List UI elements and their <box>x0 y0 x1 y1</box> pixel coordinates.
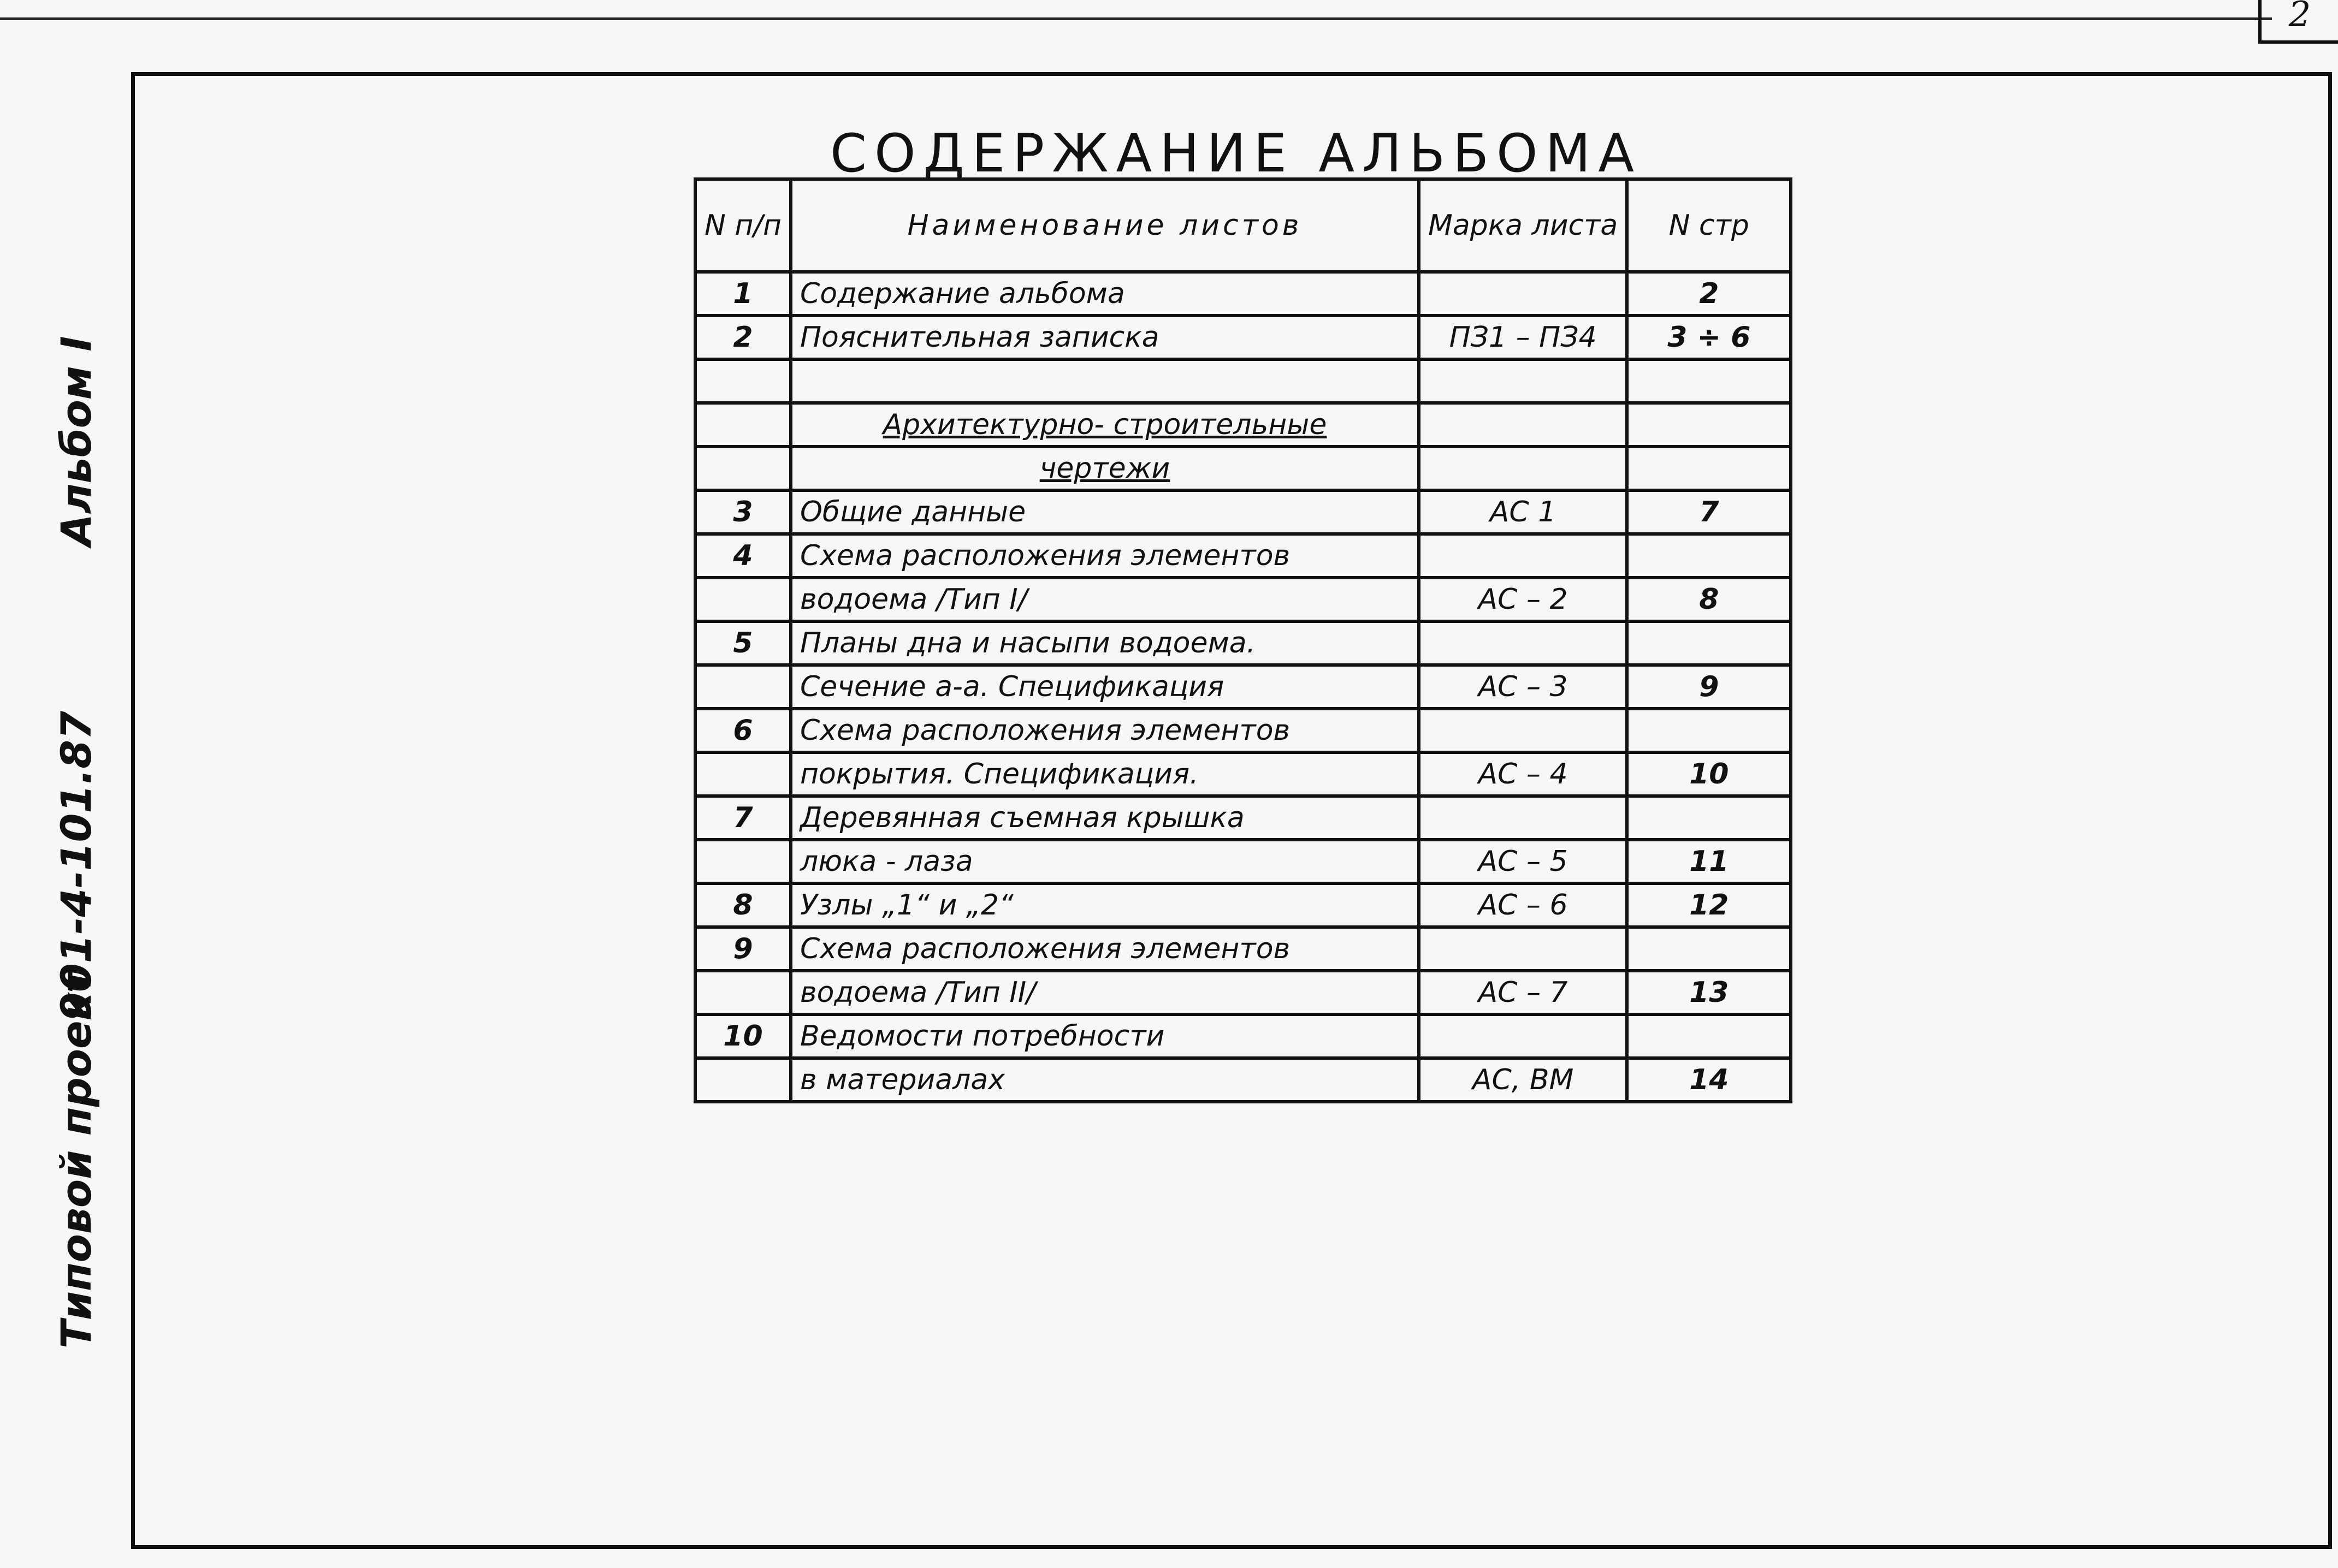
header-num: N п/п <box>695 179 791 272</box>
cell-page: 10 <box>1627 752 1791 796</box>
cell-page: 7 <box>1627 490 1791 534</box>
cell-page <box>1627 359 1791 403</box>
cell-name: Схема расположения элементов <box>791 927 1419 971</box>
cell-page <box>1627 534 1791 578</box>
cell-name: Деревянная съемная крышка <box>791 796 1419 840</box>
cell-num <box>695 840 791 883</box>
cell-num: 6 <box>695 709 791 752</box>
cell-name: Архитектурно- строительные <box>791 403 1419 447</box>
contents-table <box>694 177 1792 1103</box>
cell-mark: АС – 5 <box>1419 840 1627 883</box>
table-row <box>695 316 1791 359</box>
cell-num <box>695 447 791 490</box>
table-row <box>695 709 1791 752</box>
cell-mark: АС – 7 <box>1419 971 1627 1014</box>
cell-mark: АС – 6 <box>1419 883 1627 927</box>
table-row <box>695 403 1791 447</box>
table-row <box>695 534 1791 578</box>
cell-page: 2 <box>1627 272 1791 316</box>
cell-page: 12 <box>1627 883 1791 927</box>
table-row <box>695 1014 1791 1058</box>
cell-mark: ПЗ1 – ПЗ4 <box>1419 316 1627 359</box>
table-row <box>695 665 1791 709</box>
cell-num <box>695 1058 791 1102</box>
page-title: СОДЕРЖАНИЕ АЛЬБОМА <box>830 123 1642 184</box>
cell-num: 2 <box>695 316 791 359</box>
cell-num <box>695 665 791 709</box>
cell-mark <box>1419 447 1627 490</box>
cell-mark <box>1419 534 1627 578</box>
cell-name: водоема /Тип I/ <box>791 578 1419 621</box>
cell-mark <box>1419 272 1627 316</box>
sheet-number-box <box>2258 0 2338 44</box>
cell-page: 8 <box>1627 578 1791 621</box>
table-row <box>695 752 1791 796</box>
cell-name: водоема /Тип II/ <box>791 971 1419 1014</box>
table-row <box>695 927 1791 971</box>
table-row <box>695 883 1791 927</box>
cell-mark <box>1419 621 1627 665</box>
cell-name: Содержание альбома <box>791 272 1419 316</box>
table-row <box>695 840 1791 883</box>
table-row <box>695 621 1791 665</box>
cell-page <box>1627 447 1791 490</box>
cell-mark: АС 1 <box>1419 490 1627 534</box>
cell-page: 14 <box>1627 1058 1791 1102</box>
cell-name <box>791 359 1419 403</box>
sheet-number: 2 <box>2288 0 2311 35</box>
table-row <box>695 578 1791 621</box>
cell-mark: АС – 2 <box>1419 578 1627 621</box>
cell-num: 3 <box>695 490 791 534</box>
table-row <box>695 272 1791 316</box>
cell-num <box>695 578 791 621</box>
table-row <box>695 971 1791 1014</box>
table-body <box>695 272 1791 1102</box>
table-row <box>695 1058 1791 1102</box>
cell-name: покрытия. Спецификация. <box>791 752 1419 796</box>
cell-num <box>695 971 791 1014</box>
cell-page <box>1627 403 1791 447</box>
cell-mark <box>1419 709 1627 752</box>
cell-num <box>695 752 791 796</box>
header-page: N стр <box>1627 179 1791 272</box>
cell-num: 9 <box>695 927 791 971</box>
cell-name: Ведомости потребности <box>791 1014 1419 1058</box>
cell-name: Схема расположения элементов <box>791 534 1419 578</box>
header-name: Наименование листов <box>791 179 1419 272</box>
table-row <box>695 796 1791 840</box>
cell-page <box>1627 621 1791 665</box>
cell-num: 5 <box>695 621 791 665</box>
cell-num: 8 <box>695 883 791 927</box>
cell-page <box>1627 709 1791 752</box>
header-mark: Марка листа <box>1419 179 1627 272</box>
cell-page <box>1627 796 1791 840</box>
cell-mark <box>1419 796 1627 840</box>
cell-mark <box>1419 1014 1627 1058</box>
cell-name: Узлы „1“ и „2“ <box>791 883 1419 927</box>
album-label: Альбом I <box>52 336 100 546</box>
cell-name: Схема расположения элементов <box>791 709 1419 752</box>
cell-num: 4 <box>695 534 791 578</box>
cell-name: чертежи <box>791 447 1419 490</box>
cell-page <box>1627 927 1791 971</box>
cell-num <box>695 403 791 447</box>
cell-page: 3 ÷ 6 <box>1627 316 1791 359</box>
cell-name: Общие данные <box>791 490 1419 534</box>
cell-mark <box>1419 359 1627 403</box>
table-row <box>695 359 1791 403</box>
cell-mark: АС, ВМ <box>1419 1058 1627 1102</box>
top-border-line <box>0 17 2272 20</box>
cell-mark: АС – 3 <box>1419 665 1627 709</box>
cell-page: 11 <box>1627 840 1791 883</box>
cell-mark: АС – 4 <box>1419 752 1627 796</box>
table-row <box>695 447 1791 490</box>
cell-name: Пояснительная записка <box>791 316 1419 359</box>
cell-name: Сечение а-а. Спецификация <box>791 665 1419 709</box>
cell-name: Планы дна и насыпи водоема. <box>791 621 1419 665</box>
cell-page: 9 <box>1627 665 1791 709</box>
project-type-label: Типовой проект <box>52 968 100 1349</box>
table-row <box>695 490 1791 534</box>
table-header-row <box>695 179 1791 272</box>
cell-page <box>1627 1014 1791 1058</box>
cell-name: люка - лаза <box>791 840 1419 883</box>
cell-num: 10 <box>695 1014 791 1058</box>
project-code: 901-4-101.87 <box>52 711 100 1021</box>
cell-num <box>695 359 791 403</box>
cell-name: в материалах <box>791 1058 1419 1102</box>
cell-mark <box>1419 927 1627 971</box>
cell-mark <box>1419 403 1627 447</box>
cell-num: 1 <box>695 272 791 316</box>
cell-page: 13 <box>1627 971 1791 1014</box>
cell-num: 7 <box>695 796 791 840</box>
